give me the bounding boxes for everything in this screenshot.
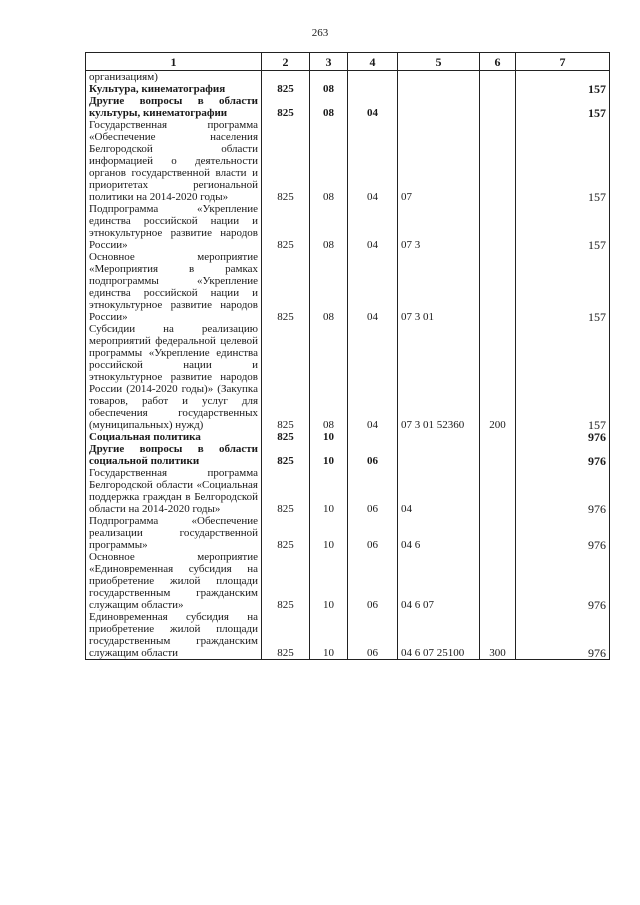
row-name: Культура, кинематография [86,83,262,95]
row-amount: 157 [516,203,610,251]
row-amount: 157 [516,83,610,95]
row-subsection [348,83,398,95]
row-target-article: 04 6 07 25100 [398,611,480,660]
table-body [86,71,610,660]
row-expense-type [480,203,516,251]
row-amount: 976 [516,431,610,443]
row-section: 08 [310,83,348,95]
row-amount: 157 [516,95,610,119]
row-section: 10 [310,467,348,515]
row-code-admin: 825 [262,611,310,660]
row-target-article: 04 6 [398,515,480,551]
row-amount: 976 [516,551,610,611]
row-amount: 976 [516,611,610,660]
row-name: организациям) [86,71,262,84]
column-header-3: 3 [310,53,348,71]
row-name: Основное мероприятие «Мероприятия в рамках подпрограммы «Укрепление единства российской нации и этнокультурное развитие народов России» [86,251,262,323]
row-amount: 976 [516,443,610,467]
row-code-admin: 825 [262,83,310,95]
table-header [86,53,610,71]
row-section: 08 [310,323,348,431]
table-row [86,203,610,251]
row-target-article: 07 3 01 [398,251,480,323]
row-subsection: 06 [348,611,398,660]
row-subsection [348,431,398,443]
row-expense-type [480,443,516,467]
row-name: Социальная политика [86,431,262,443]
row-section: 10 [310,611,348,660]
row-target-article: 07 3 01 52360 [398,323,480,431]
row-code-admin: 825 [262,95,310,119]
row-name: Единовременная субсидия на приобретение жилой площади государственным гражданским служащим области [86,611,262,660]
row-subsection: 04 [348,203,398,251]
row-subsection: 04 [348,251,398,323]
row-code-admin: 825 [262,251,310,323]
row-code-admin: 825 [262,467,310,515]
column-header-2: 2 [262,53,310,71]
row-name: Государственная программа Белгородской области «Социальная поддержка граждан в Белгородской области на 2014-2020 годы» [86,467,262,515]
table-row [86,323,610,431]
row-target-article [398,431,480,443]
row-code-admin: 825 [262,515,310,551]
table-row [86,119,610,203]
column-header-1: 1 [86,53,262,71]
row-name: Субсидии на реализацию мероприятий федеральной целевой программы «Укрепление единства российской нации и этнокультурное развитие народов России (2014-2020 годы)» (Закупка товаров, работ и услуг для обеспечения государственных (муниципальных) нужд) [86,323,262,431]
row-section: 10 [310,443,348,467]
row-target-article [398,95,480,119]
row-name: Другие вопросы в области культуры, кинематографии [86,95,262,119]
row-name: Подпрограмма «Обеспечение реализации государственной программы» [86,515,262,551]
row-subsection: 06 [348,467,398,515]
row-code-admin: 825 [262,119,310,203]
row-amount: 157 [516,323,610,431]
page-number: 263 [311,27,329,39]
row-expense-type [480,95,516,119]
row-target-article: 04 6 07 [398,551,480,611]
row-expense-type [480,467,516,515]
row-subsection: 04 [348,323,398,431]
row-section: 08 [310,119,348,203]
column-header-7: 7 [516,53,610,71]
row-section [310,71,348,84]
table-row [86,551,610,611]
row-name: Государственная программа «Обеспечение населения Белгородской области информацией о деятельности органов государственной власти и приоритетах региональной политики на 2014-2020 годы» [86,119,262,203]
table-row [86,251,610,323]
row-target-article [398,71,480,84]
table-row [86,83,610,95]
row-section: 08 [310,95,348,119]
row-section: 10 [310,551,348,611]
row-code-admin: 825 [262,203,310,251]
row-expense-type [480,431,516,443]
row-amount: 157 [516,119,610,203]
row-expense-type [480,83,516,95]
table-row [86,611,610,660]
row-section: 08 [310,203,348,251]
table-row [86,467,610,515]
column-header-6: 6 [480,53,516,71]
row-expense-type: 200 [480,323,516,431]
row-expense-type [480,251,516,323]
table-row [86,95,610,119]
table-row [86,431,610,443]
row-name: Другие вопросы в области социальной политики [86,443,262,467]
row-code-admin: 825 [262,431,310,443]
row-target-article: 04 [398,467,480,515]
row-subsection: 04 [348,95,398,119]
table-row [86,71,610,84]
row-code-admin: 825 [262,443,310,467]
row-section: 10 [310,431,348,443]
row-name: Основное мероприятие «Единовременная субсидия на приобретение жилой площади государственным гражданским служащим области» [86,551,262,611]
row-expense-type [480,71,516,84]
row-target-article [398,83,480,95]
row-expense-type [480,551,516,611]
column-header-5: 5 [398,53,480,71]
row-amount: 157 [516,251,610,323]
row-subsection: 04 [348,119,398,203]
row-name: Подпрограмма «Укрепление единства российской нации и этнокультурное развитие народов России» [86,203,262,251]
row-subsection [348,71,398,84]
row-target-article: 07 3 [398,203,480,251]
row-code-admin: 825 [262,323,310,431]
row-expense-type [480,515,516,551]
table-row [86,443,610,467]
row-code-admin: 825 [262,551,310,611]
row-subsection: 06 [348,443,398,467]
row-target-article [398,443,480,467]
row-expense-type [480,119,516,203]
table-row [86,515,610,551]
row-expense-type: 300 [480,611,516,660]
budget-table [85,52,610,660]
row-target-article: 07 [398,119,480,203]
row-subsection: 06 [348,515,398,551]
column-header-4: 4 [348,53,398,71]
row-amount: 976 [516,467,610,515]
row-amount: 976 [516,515,610,551]
row-section: 10 [310,515,348,551]
row-section: 08 [310,251,348,323]
row-subsection: 06 [348,551,398,611]
row-code-admin [262,71,310,84]
